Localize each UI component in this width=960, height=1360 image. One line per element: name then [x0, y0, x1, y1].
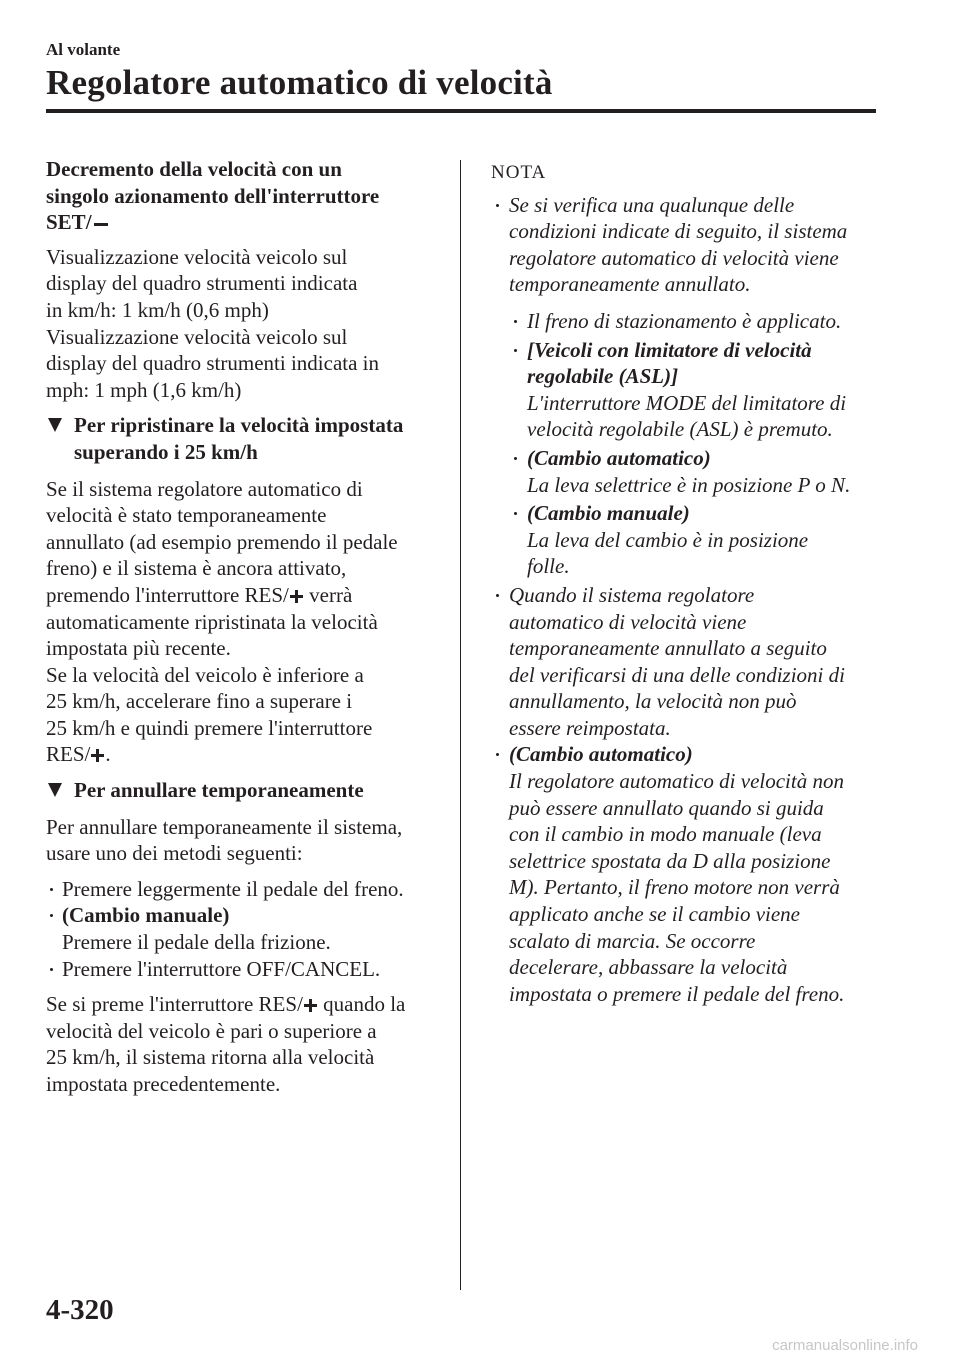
- paragraph-return-speed: Se si preme l'interruttore RES/ quando la velocità del veicolo è pari o superiore a 25 km/h, il sistema ritorna alla velocità impostata precedentemente.: [46, 992, 406, 1096]
- triangle-down-icon: [48, 783, 62, 797]
- page-header: [46, 40, 876, 104]
- list-item: (Cambio manuale) Premere il pedale della frizione.: [46, 902, 446, 955]
- note-item: Quando il sistema regolatore automatico di velocità viene temporaneamente annullato a seguito del verificarsi di una delle condizioni di annullamento, la velocità non può essere reimpostata.: [491, 582, 881, 742]
- paragraph-kmh: Visualizzazione velocità veicolo sul display del quadro strumenti indicata in km/h: 1 km/h (0,6 mph): [46, 244, 358, 322]
- list-item: Premere l'interruttore OFF/CANCEL.: [46, 956, 446, 983]
- subsection-heading: Decremento della velocità con un singolo azionamento dell'interruttore SET/: [46, 157, 380, 235]
- note-sublist: [509, 308, 881, 580]
- watermark: carmanualsonline.info: [772, 1337, 918, 1354]
- cancel-methods-list: [46, 876, 446, 982]
- paragraph-resume: Se il sistema regolatore automatico di velocità è stato temporaneamente annullato (ad esempio premendo il pedale freno) e il sistema è ancora attivato, premendo l'interruttore RES/ verrà automaticamente ripristinata la velocità impostata più recente.: [46, 476, 398, 661]
- list-item: Premere leggermente il pedale del freno.: [46, 876, 446, 903]
- note-item: (Cambio automatico) Il regolatore automatico di velocità non può essere annullato quando si guida con il cambio in modo manuale (leva selettrice spostata da D alla posizione M). Pertanto, il freno motore non verrà applicato anche se il cambio viene scalato di marcia. Se occorre decelerare, abbassare la velocità impostata o premere il pedale del freno.: [491, 741, 881, 1007]
- list-item: [Veicoli con limitatore di velocità regolabile (ASL)] L'interruttore MODE del limitatore di velocità regolabile (ASL) è premuto.: [509, 337, 881, 443]
- plus-icon: [304, 999, 317, 1012]
- column-divider: [460, 160, 461, 1290]
- plus-icon: [290, 590, 303, 603]
- list-item: (Cambio manuale) La leva del cambio è in posizione folle.: [509, 500, 881, 580]
- paragraph-mph: Visualizzazione velocità veicolo sul display del quadro strumenti indicata in mph: 1 mph (1,6 km/h): [46, 324, 380, 402]
- heading-resume-speed: Per ripristinare la velocità impostata superando i 25 km/h: [46, 412, 446, 465]
- title-rule: [46, 109, 876, 113]
- paragraph-accelerate: Se la velocità del veicolo è inferiore a 25 km/h, accelerare fino a superare i 25 km/h e quindi premere l'interruttore RES/ .: [46, 662, 373, 767]
- paragraph-cancel-intro: Per annullare temporaneamente il sistema, usare uno dei metodi seguenti:: [46, 814, 403, 866]
- minus-icon: [94, 223, 108, 226]
- list-item: (Cambio automatico) La leva selettrice è in posizione P o N.: [509, 445, 881, 498]
- note-label: NOTA: [491, 162, 547, 183]
- page-number: 4-320: [46, 1294, 114, 1326]
- heading-cancel-temporarily: Per annullare temporaneamente: [46, 777, 446, 804]
- list-item: Il freno di stazionamento è applicato.: [509, 308, 881, 335]
- note-item: Se si verifica una qualunque delle condizioni indicate di seguito, il sistema regolatore automatico di velocità viene temporaneamente annullato.: [491, 192, 881, 298]
- plus-icon: [91, 749, 104, 762]
- left-column: [46, 156, 446, 1098]
- note-column: [491, 160, 881, 1007]
- page-title: Regolatore automatico di velocità: [46, 63, 553, 102]
- triangle-down-icon: [48, 418, 62, 432]
- section-label: Al volante: [46, 40, 121, 59]
